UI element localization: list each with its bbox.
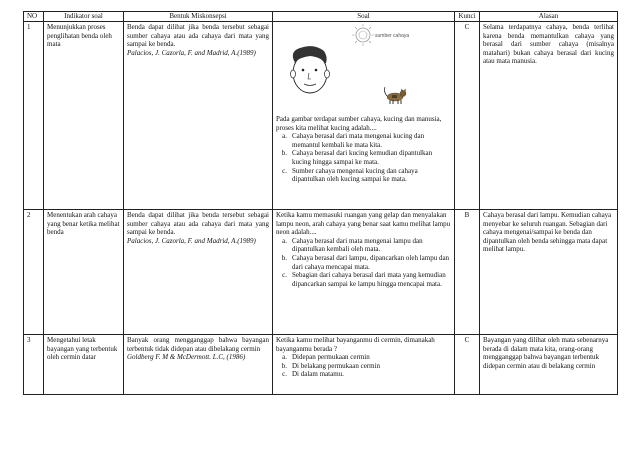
option-list: [276, 237, 451, 289]
alasan-cell: Selama terdapatnya cahaya, benda terlihat karena benda memantulkan cahaya yang berasal dari sumber cahaya (misalnya matahari) bukan cahaya berasal dari kucing atau mata manusia.: [480, 22, 618, 210]
header-no: NO: [24, 12, 44, 22]
list-item: c. Di dalam matamu.: [282, 370, 344, 379]
option-list: [276, 353, 451, 379]
indikator-cell: Menunjukkan proses penglihatan benda oleh mata: [44, 22, 124, 210]
sun-icon: [352, 24, 374, 46]
misconception-table: [23, 11, 618, 395]
header-indikator: Indikator soal: [44, 12, 124, 22]
row-number: 3: [24, 335, 44, 395]
reference-text: Goldberg F. M & McDermott. L.C, (1986): [127, 353, 246, 362]
bentuk-cell: [124, 22, 273, 210]
figure-drawing: [276, 23, 452, 115]
list-item: a. Cahaya berasal dari mata mengenai lampu dan dipantulkan kembali oleh mata.: [282, 236, 423, 254]
list-item: c. Sumber cahaya mengenai kucing dan cahaya dipantulkan oleh kucing sampai ke mata.: [282, 166, 418, 184]
option-list: [276, 132, 451, 184]
indikator-cell: Menentukan arah cahaya yang benar ketika melihat benda: [44, 210, 124, 335]
table-row: [24, 335, 618, 395]
bentuk-cell: [124, 335, 273, 395]
reference-text: Palacios, J. Cazorla, F. and Madrid, A.(1989): [127, 48, 256, 57]
header-bentuk: Bentuk Miskonsepsi: [124, 12, 273, 22]
bentuk-text: Benda dapat dilihat jika benda tersebut sebagai sumber cahaya atau ada cahaya dari mata yang sampai ke benda.: [127, 211, 269, 237]
row-number: 2: [24, 210, 44, 335]
header-soal: Soal: [273, 12, 455, 22]
bentuk-text: Benda dapat dilihat jika benda tersebut sebagai sumber cahaya atau ada cahaya dari mata yang sampai ke benda.: [127, 23, 269, 49]
question-text: Ketika kamu melihat bayanganmu di cermin, dimanakah bayanganmu berada ?: [276, 336, 435, 353]
table-row: [24, 210, 618, 335]
cat-icon: [384, 87, 406, 104]
soal-cell: [273, 210, 455, 335]
row-number: 1: [24, 22, 44, 210]
list-item: b. Di belakang permukaan cermin: [281, 361, 381, 370]
header-row: [24, 12, 618, 22]
kunci-cell: B: [455, 210, 480, 335]
indikator-cell: Mengetahui letak bayangan yang terbentuk oleh cermin datar: [44, 335, 124, 395]
question-figure: [276, 23, 451, 115]
list-item: c. Sebagian dari cahaya berasal dari mata yang kemudian dipancarkan sampai ke lampu hingga mencapai mata.: [282, 271, 446, 288]
header-alasan: Alasan: [480, 12, 618, 22]
bentuk-cell: [124, 210, 273, 335]
soal-cell: [273, 335, 455, 395]
question-text: Pada gambar terdapat sumber cahaya, kucing dan manusia, proses kita melihat kucing adalah....: [276, 115, 442, 132]
kunci-cell: C: [455, 22, 480, 210]
face-icon: [291, 46, 330, 93]
header-kunci: Kunci: [455, 12, 480, 22]
bentuk-text: Banyak orang mengganggap bahwa bayangan terbentuk tidak didepan atau dibelakang cermin: [127, 336, 269, 353]
alasan-cell: Cahaya berasal dari lampu. Kemudian cahaya menyebar ke seluruh ruangan. Sebagian dari cahaya mengenai/sampai ke benda dan dipantulkan oleh benda sehingga mata dapat melihat lampu.: [480, 210, 618, 335]
reference-text: Palacios, J. Cazorla, F. and Madrid, A.(1989): [127, 236, 256, 245]
alasan-cell: Bayangan yang dilihat oleh mata sebenarnya berada di dalam mata kita, orang-orang mengganggap bahwa bayangan terbentuk didepan cermin atau di belakang cermin: [480, 335, 618, 395]
list-item: b. Cahaya berasal dari kucing kemudian dipantulkan kucing hingga sampai ke mata.: [281, 149, 433, 166]
question-text: Ketika kamu memasuki ruangan yang gelap dan menyalakan lampu neon, arah cahaya yang benar saat kamu melihat lampu neon adalah....: [276, 211, 451, 237]
list-item: b. Cahaya berasal dari lampu, dipancarkan oleh lampu dan dari cahaya mencapai mata.: [281, 253, 450, 271]
kunci-cell: C: [455, 335, 480, 395]
figure-label: sumber cahaya: [375, 33, 410, 39]
soal-cell: [273, 22, 455, 210]
table-row: [24, 22, 618, 210]
list-item: a. Cahaya berasal dari mata mengenai kucing dan memantul kembali ke mata kita.: [282, 132, 425, 149]
list-item: a. Didepan permukaan cermin: [282, 353, 370, 362]
